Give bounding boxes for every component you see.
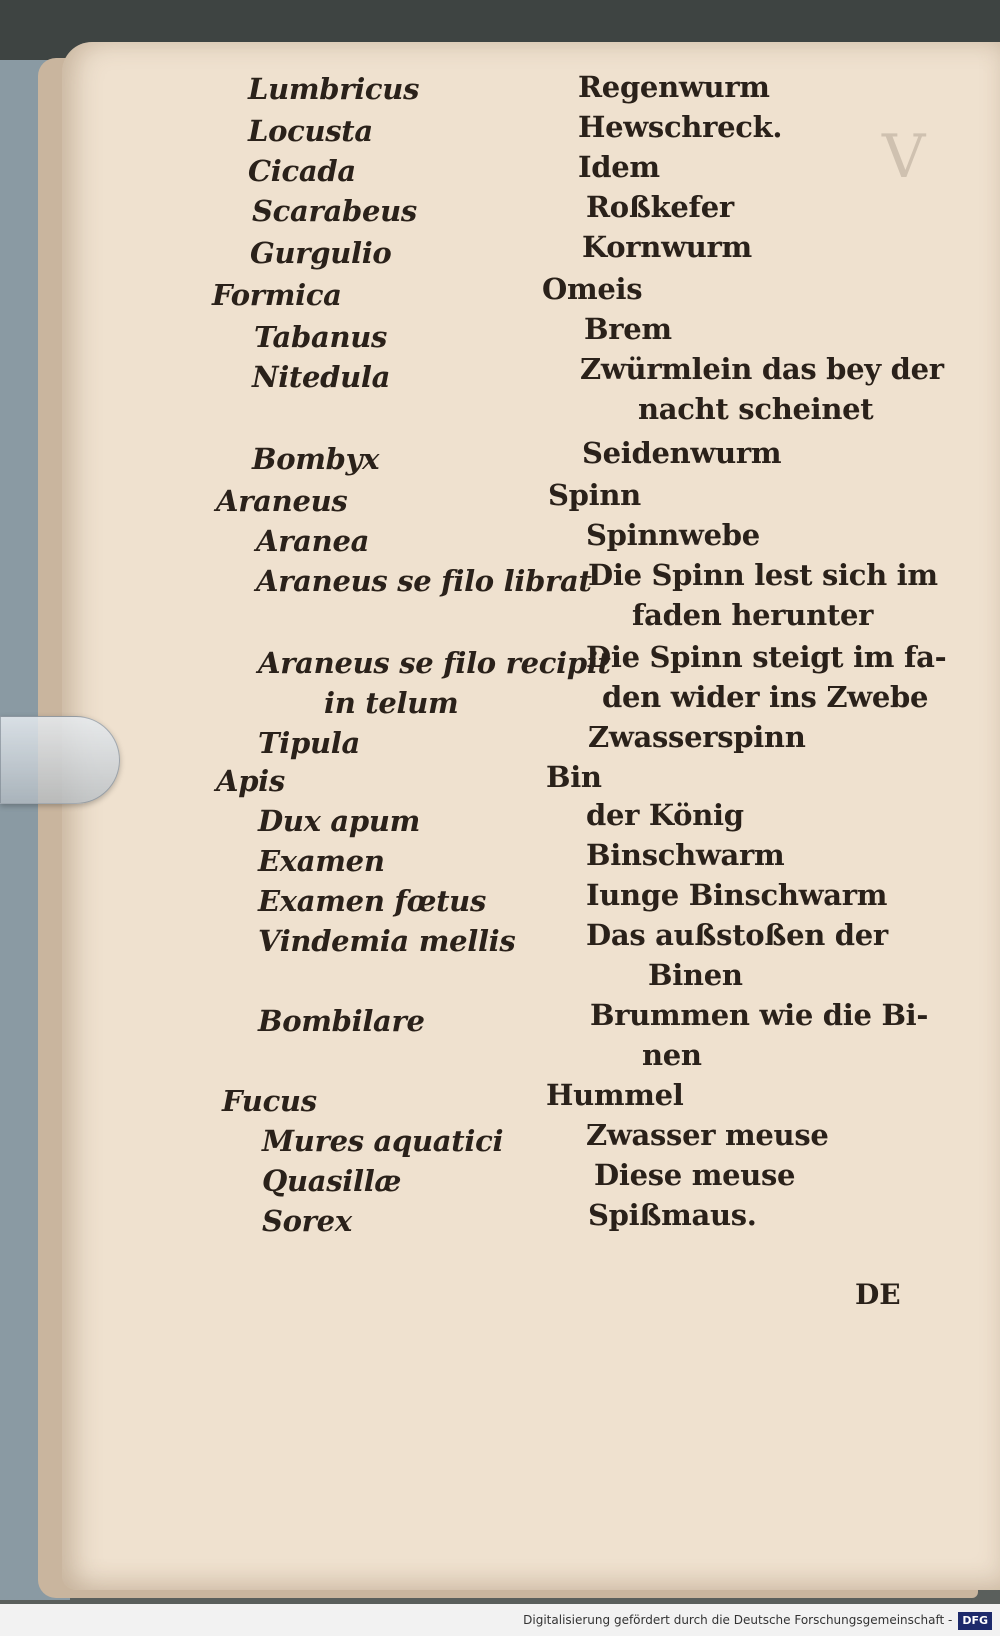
german-entry: Hummel — [546, 1078, 684, 1112]
latin-entry: Fucus — [222, 1084, 317, 1118]
german-entry: Spinnwebe — [586, 518, 760, 552]
latin-entry: Formica — [212, 278, 342, 312]
german-entry: faden herunter — [632, 598, 874, 632]
german-entry: Binen — [648, 958, 743, 992]
german-entry: Hewschreck. — [578, 110, 783, 144]
latin-entry: Examen — [258, 844, 385, 878]
german-entry: Kornwurm — [582, 230, 752, 264]
latin-entry: Quasillæ — [262, 1164, 402, 1198]
latin-entry: Gurgulio — [250, 236, 392, 270]
latin-entry: Araneus — [216, 484, 348, 518]
german-entry: Zwürmlein das bey der — [580, 352, 944, 386]
latin-entry: Vindemia mellis — [258, 924, 516, 958]
show-through-letter: V — [882, 122, 926, 192]
dfg-logo: DFG — [958, 1612, 992, 1630]
latin-entry: in telum — [324, 686, 459, 720]
latin-entry: Tabanus — [254, 320, 388, 354]
german-entry: Zwasser meuse — [586, 1118, 829, 1152]
german-entry: Spinn — [548, 478, 641, 512]
footer-text: Digitalisierung gefördert durch die Deutsche Forschungsgemeinschaft - — [523, 1613, 953, 1627]
german-entry: Zwasserspinn — [588, 720, 806, 754]
latin-entry: Araneus se filo librat — [256, 564, 592, 598]
german-entry: nacht scheinet — [638, 392, 874, 426]
latin-entry: Lumbricus — [248, 72, 420, 106]
book-page — [62, 42, 1000, 1590]
german-entry: Brummen wie die Bi- — [590, 998, 929, 1032]
german-entry: Roßkefer — [586, 190, 734, 224]
latin-entry: Aranea — [256, 524, 370, 558]
german-entry: Diese meuse — [594, 1158, 796, 1192]
catchword: DE — [855, 1278, 901, 1311]
german-entry: Idem — [578, 150, 660, 184]
latin-entry: Sorex — [262, 1204, 352, 1238]
german-entry: Spißmaus. — [588, 1198, 757, 1232]
german-entry: Omeis — [542, 272, 643, 306]
german-entry: der König — [586, 798, 744, 832]
latin-entry: Bombilare — [258, 1004, 425, 1038]
latin-entry: Cicada — [248, 154, 356, 188]
latin-entry: Locusta — [248, 114, 373, 148]
german-entry: Das außstoßen der — [586, 918, 888, 952]
latin-entry: Tipula — [258, 726, 360, 760]
german-entry: nen — [642, 1038, 702, 1072]
german-entry: Die Spinn steigt im fa- — [586, 640, 947, 674]
digitization-footer — [0, 1604, 1000, 1636]
latin-entry: Nitedula — [252, 360, 391, 394]
latin-entry: Mures aquatici — [262, 1124, 504, 1158]
german-entry: Bin — [546, 760, 602, 794]
latin-entry: Bombyx — [252, 442, 380, 476]
latin-entry: Apis — [216, 764, 285, 798]
german-entry: Brem — [584, 312, 672, 346]
german-entry: den wider ins Zwebe — [602, 680, 929, 714]
german-entry: Regenwurm — [578, 70, 770, 104]
latin-entry: Scarabeus — [252, 194, 417, 228]
page-clip — [0, 716, 120, 804]
german-entry: Iunge Binschwarm — [586, 878, 888, 912]
german-entry: Binschwarm — [586, 838, 785, 872]
german-entry: Die Spinn lest sich im — [588, 558, 938, 592]
latin-entry: Dux apum — [258, 804, 421, 838]
latin-entry: Examen fœtus — [258, 884, 486, 918]
german-entry: Seidenwurm — [582, 436, 782, 470]
latin-entry: Araneus se filo recipit — [258, 646, 611, 680]
